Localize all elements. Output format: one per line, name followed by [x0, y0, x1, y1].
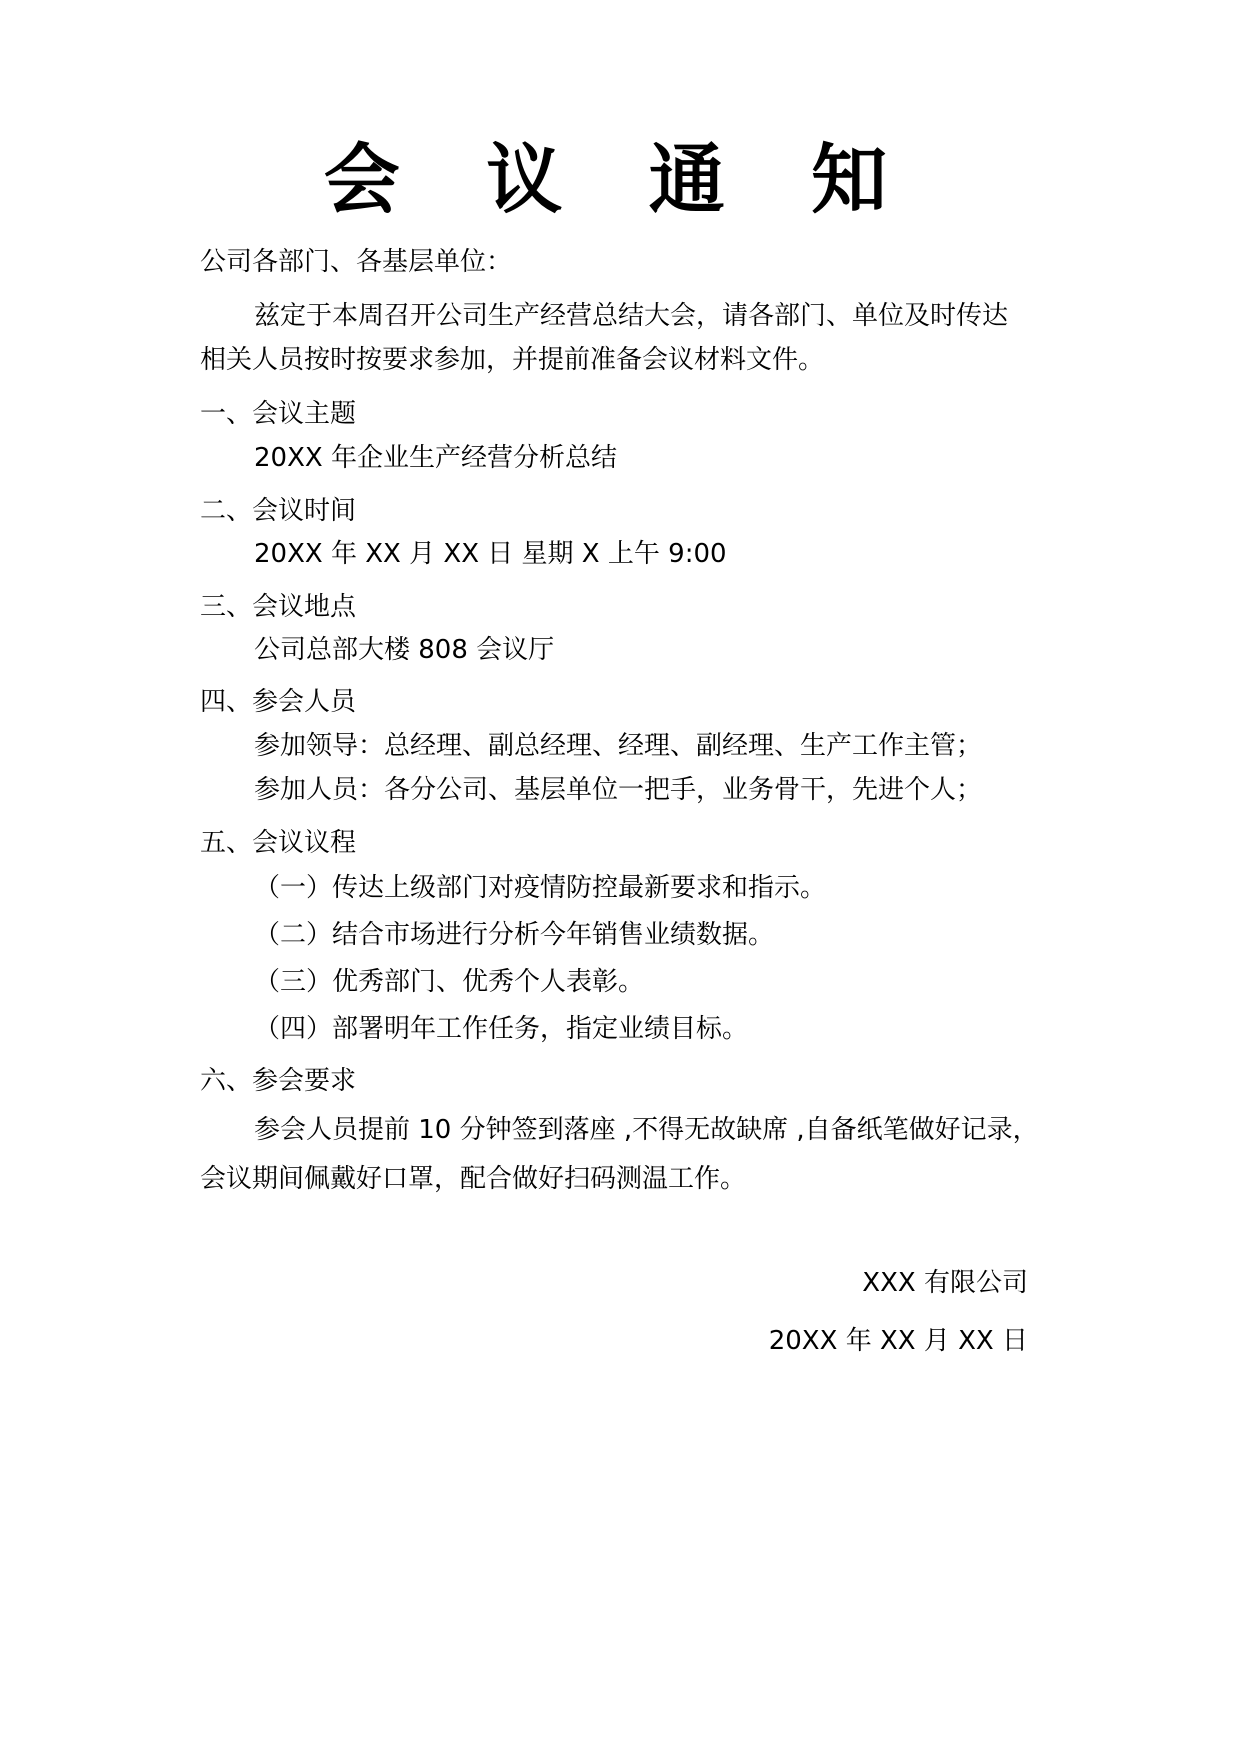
- section-content-time: 20XX 年 XX 月 XX 日 星期 X 上午 9:00: [254, 539, 727, 569]
- agenda-item: （二）结合市场进行分析今年销售业绩数据。: [254, 920, 775, 950]
- section-heading-theme: 一、会议主题: [200, 399, 357, 429]
- requirements-line-2: 会议期间佩戴好口罩，配合做好扫码测温工作。: [200, 1164, 747, 1194]
- section-heading-agenda: 五、会议议程: [200, 828, 357, 858]
- section-content-theme: 20XX 年企业生产经营分析总结: [254, 443, 617, 473]
- section-heading-attendees: 四、参会人员: [200, 687, 357, 717]
- attendees-staff: 参加人员：各分公司、基层单位一把手，业务骨干，先进个人；: [254, 775, 983, 805]
- document-title: 会 议 通 知: [323, 135, 918, 224]
- intro-line-1: 兹定于本周召开公司生产经营总结大会，请各部门、单位及时传达: [254, 301, 1009, 331]
- attendees-leaders: 参加领导：总经理、副总经理、经理、副经理、生产工作主管；: [254, 731, 983, 761]
- signature-company: XXX 有限公司: [862, 1268, 1028, 1298]
- agenda-item: （四）部署明年工作任务，指定业绩目标。: [254, 1014, 749, 1044]
- section-content-location: 公司总部大楼 808 会议厅: [254, 635, 555, 665]
- section-heading-requirements: 六、参会要求: [200, 1066, 357, 1096]
- section-heading-location: 三、会议地点: [200, 592, 357, 622]
- intro-line-2: 相关人员按时按要求参加，并提前准备会议材料文件。: [200, 345, 825, 375]
- agenda-item: （一）传达上级部门对疫情防控最新要求和指示。: [254, 873, 827, 903]
- salutation: 公司各部门、各基层单位：: [200, 247, 513, 277]
- signature-date: 20XX 年 XX 月 XX 日: [768, 1326, 1028, 1356]
- requirements-line-1: 参会人员提前 10 分钟签到落座 ,不得无故缺席 ,自备纸笔做好记录，: [254, 1115, 1039, 1145]
- agenda-item: （三）优秀部门、优秀个人表彰。: [254, 967, 645, 997]
- section-heading-time: 二、会议时间: [200, 496, 357, 526]
